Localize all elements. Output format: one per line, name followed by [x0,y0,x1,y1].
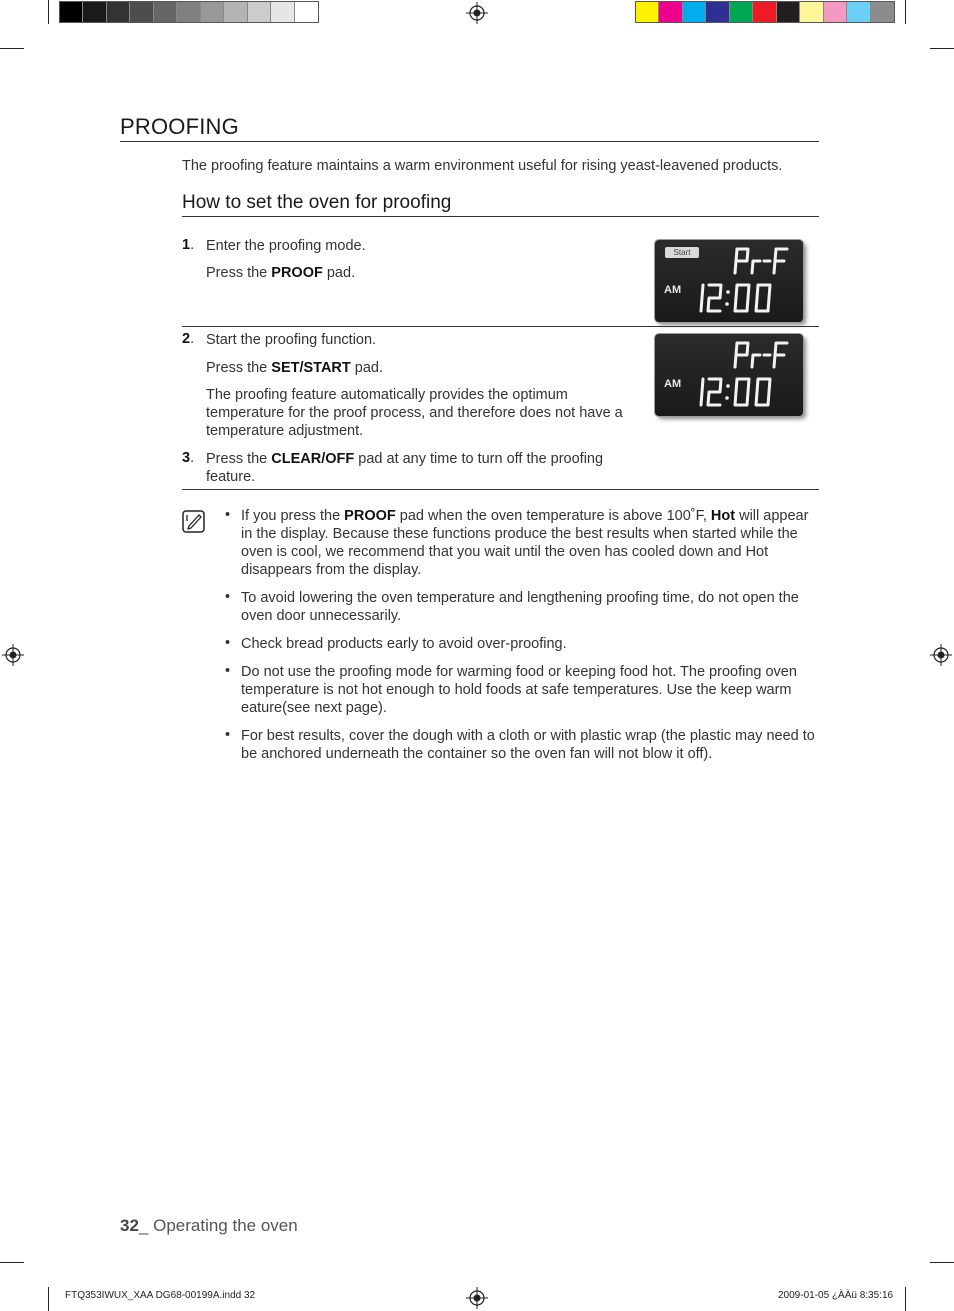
step-heading: Start the proofing function. [206,332,377,348]
color-swatch [659,2,682,22]
crop-mark-bottom-left-v [48,1287,49,1311]
color-swatch [800,2,823,22]
start-indicator: Start [665,247,699,258]
color-swatch [777,2,800,22]
proof-pad-label: PROOF [271,265,323,281]
note-item: To avoid lowering the oven temperature and lengthening proofing time, do not open the oven door unnecessarily. [241,590,799,624]
am-indicator: AM [664,378,682,390]
gray-swatch [154,2,177,22]
gray-swatch [201,2,224,22]
page-footer [120,1216,298,1236]
title-rule [120,141,819,142]
am-indicator: AM [664,284,682,296]
gray-swatch [224,2,247,22]
gray-swatch [83,2,106,22]
step-heading: Enter the proofing mode. [206,238,366,254]
step-instruction: Press the CLEAR/OFF pad at any time to turn off the proofing feature. [206,451,604,485]
bullet: • [225,507,231,523]
color-swatch [706,2,729,22]
clear-off-pad-label: CLEAR/OFF [271,451,355,467]
pr-f-segment-readout [655,334,803,416]
crop-mark-top-right-h [930,48,954,49]
intro-paragraph: The proofing feature maintains a warm environment useful for rising yeast-leavened products. [182,158,783,174]
bullet: • [225,589,231,605]
color-swatch [683,2,706,22]
color-swatch [753,2,776,22]
grayscale-color-bar [59,1,319,23]
registration-mark-icon [466,2,488,24]
step-number: 2. [182,331,195,347]
oven-display-panel [655,334,803,416]
crop-mark-top-left-v [48,0,49,24]
note-item: Do not use the proofing mode for warming food or keeping food hot. The proofing oven temperature is not hot enough to hold foods at safe temperatures. Use the keep warm eature(see next page). [241,664,797,716]
subtitle-rule [182,216,819,217]
steps-end-rule [182,489,819,490]
color-swatch [636,2,659,22]
gray-swatch [248,2,271,22]
note-item: For best results, cover the dough with a cloth or with plastic wrap (the plastic may need to be anchored underneath the container so the oven fan will not blow it off). [241,728,815,762]
gray-swatch [295,2,318,22]
step-detail: The proofing feature automatically provides the optimum temperature for the proof process, and therefore does not have a temperature adjustment. [206,387,623,439]
process-color-bar [635,1,895,23]
step-divider [182,326,819,327]
gray-swatch [177,2,200,22]
gray-swatch [271,2,294,22]
bullet: • [225,635,231,651]
oven-display-panel [655,240,803,322]
color-swatch [730,2,753,22]
gray-swatch [130,2,153,22]
registration-mark-icon [2,644,24,666]
crop-mark-bottom-left-h [0,1262,24,1263]
crop-mark-top-right-v [905,0,906,24]
gray-swatch [60,2,83,22]
step-number: 1. [182,237,195,253]
note-icon [182,509,206,533]
step-instruction: Press the PROOF pad. [206,265,356,281]
crop-mark-bottom-right-h [930,1262,954,1263]
gray-swatch [107,2,130,22]
color-swatch [824,2,847,22]
footer-section: _ Operating the oven [138,1216,298,1235]
bullet: • [225,727,231,743]
step-instruction: Press the SET/START pad. [206,360,384,376]
section-title: PROOFING [120,114,239,139]
crop-mark-top-left-h [0,48,24,49]
step-number: 3. [182,450,195,466]
registration-mark-icon [466,1287,488,1309]
crop-mark-bottom-right-v [905,1287,906,1311]
pr-f-segment-readout [655,240,803,322]
print-slug-file: FTQ353IWUX_XAA DG68-00199A.indd 32 [65,1290,256,1301]
note-item: If you press the PROOF pad when the oven temperature is above 100˚F, Hot will appear in the display. Because these functions produce the best results when started while the oven is cool, we recommend that you wait until the oven has cooled down and Hot disappears from the display. [241,508,809,578]
set-start-pad-label: SET/START [271,360,351,376]
page-number: 32 [120,1216,139,1235]
subsection-title: How to set the oven for proofing [182,192,452,213]
print-slug-date: 2009-01-05 ¿ÀÀü 8:35:16 [778,1290,894,1301]
color-swatch [871,2,894,22]
registration-mark-icon [930,644,952,666]
color-swatch [847,2,870,22]
note-item: Check bread products early to avoid over-proofing. [241,636,567,652]
bullet: • [225,663,231,679]
